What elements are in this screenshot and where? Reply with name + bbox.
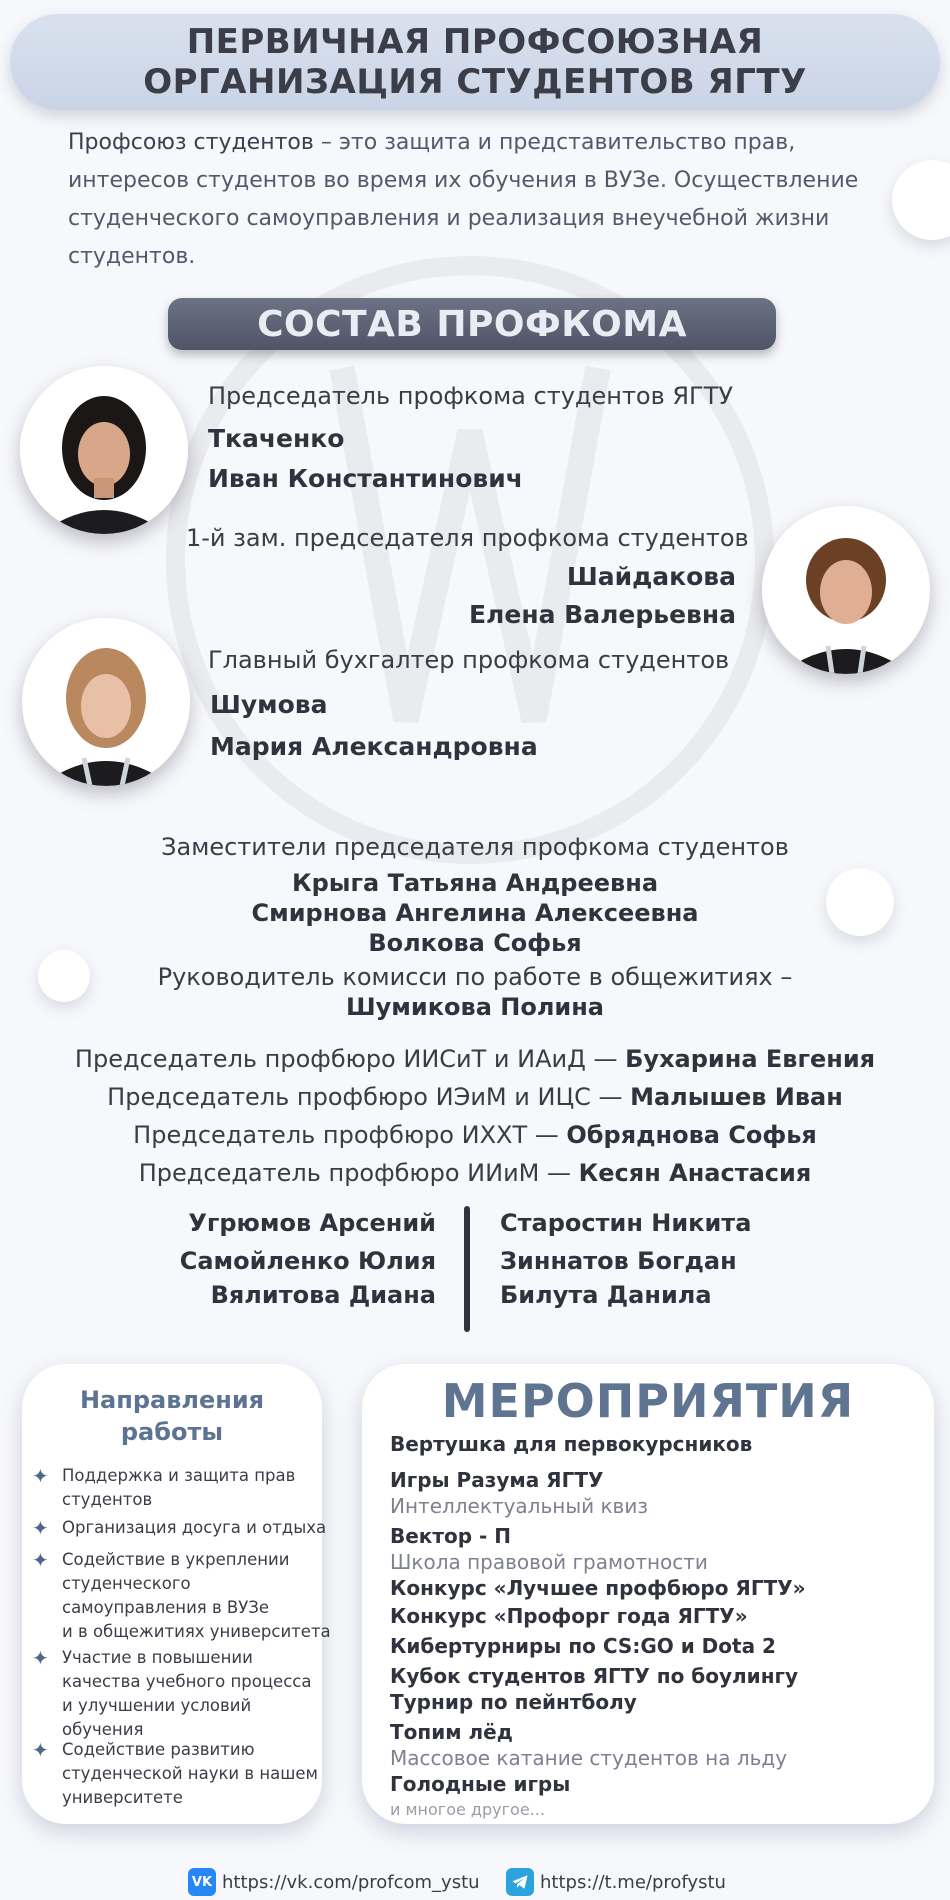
events-title: МЕРОПРИЯТИЯ xyxy=(441,1374,855,1428)
direction-line: самоуправления в ВУЗе xyxy=(62,1598,270,1617)
chairman-role: Председатель профкома студентов ЯГТУ xyxy=(208,382,733,410)
event-item: Кибертурниры по CS:GO и Dota 2 xyxy=(390,1634,776,1658)
event-item: Кубок студентов ЯГТУ по боулингу xyxy=(390,1664,798,1688)
event-item: Топим лёд xyxy=(390,1720,513,1744)
avatar-chief-accountant xyxy=(22,618,190,786)
bureau-role: Председатель профбюро ИИиМ — xyxy=(138,1159,579,1187)
event-item: Конкурс «Профорг года ЯГТУ» xyxy=(390,1604,748,1628)
bureau-chair-name: Кесян Анастасия xyxy=(578,1159,812,1187)
star-bullet-icon: ✦ xyxy=(32,1464,49,1488)
avatar-first-deputy xyxy=(762,506,930,674)
bureau-chair-name: Обряднова Софья xyxy=(566,1121,817,1149)
title-line-2: ОРГАНИЗАЦИЯ СТУДЕНТОВ ЯГТУ xyxy=(143,62,807,102)
direction-line: университете xyxy=(62,1788,183,1807)
member-name: Самойленко Юлия xyxy=(179,1247,436,1275)
direction-line: студенческой науки в нашем xyxy=(62,1764,318,1783)
chairman-surname: Ткаченко xyxy=(208,424,345,453)
first-deputy-role: 1-й зам. председателя профкома студентов xyxy=(186,524,749,552)
member-name: Билута Данила xyxy=(500,1281,712,1309)
section-title-text: СОСТАВ ПРОФКОМА xyxy=(257,303,687,345)
chief-accountant-surname: Шумова xyxy=(210,690,328,719)
member-name: Вялитова Диана xyxy=(210,1281,436,1309)
deputy-name: Крыга Татьяна Андреевна xyxy=(291,869,659,897)
bureau-chair-name: Бухарина Евгения xyxy=(625,1045,876,1073)
members-left-column xyxy=(130,1206,436,1312)
footer-telegram-link[interactable] xyxy=(506,1868,726,1896)
event-more: и многое другое... xyxy=(390,1800,545,1819)
title-line-1: ПЕРВИЧНАЯ ПРОФСОЮЗНАЯ xyxy=(186,22,764,62)
direction-line: Поддержка и защита прав xyxy=(62,1466,296,1485)
direction-line: Участие в повышении xyxy=(62,1648,253,1667)
deputy-name: Волкова Софья xyxy=(368,929,582,957)
event-note: Школа правовой грамотности xyxy=(390,1550,708,1574)
event-item: Голодные игры xyxy=(390,1772,571,1796)
footer-vk-link[interactable] xyxy=(188,1868,480,1896)
star-bullet-icon: ✦ xyxy=(32,1738,49,1762)
star-bullet-icon: ✦ xyxy=(32,1548,49,1572)
member-name: Зиннатов Богдан xyxy=(500,1247,737,1275)
events-card xyxy=(362,1364,934,1824)
member-name: Старостин Никита xyxy=(500,1209,752,1237)
first-deputy-given-name: Елена Валерьевна xyxy=(468,600,736,629)
columns-divider xyxy=(464,1206,470,1332)
directions-title-line-1: Направления xyxy=(79,1386,265,1414)
direction-line: Содействие в укреплении xyxy=(62,1550,290,1569)
page-title xyxy=(10,14,940,110)
direction-item xyxy=(32,1464,332,1512)
bureau-role: Председатель профбюро ИЭиМ и ИЦС — xyxy=(107,1083,631,1111)
vk-url[interactable]: https://vk.com/profcom_ystu xyxy=(222,1871,480,1893)
event-item: Конкурс «Лучшее профбюро ЯГТУ» xyxy=(390,1576,806,1600)
chief-accountant-given-name: Мария Александровна xyxy=(210,732,538,761)
dorm-head-role: Руководитель комисси по работе в общежитиях – xyxy=(157,963,793,991)
direction-line: студенческого xyxy=(62,1574,191,1593)
bureau-role: Председатель профбюро ИИСиТ и ИАиД — xyxy=(74,1045,626,1073)
directions-title-line-2: работы xyxy=(120,1418,224,1446)
bureau-role: Председатель профбюро ИХХТ — xyxy=(133,1121,567,1149)
telegram-icon xyxy=(506,1868,534,1896)
direction-line: Организация досуга и отдыха xyxy=(62,1518,327,1537)
bureau-chair-name: Малышев Иван xyxy=(630,1083,843,1111)
event-note: Интеллектуальный квиз xyxy=(390,1494,648,1518)
deputy-name: Смирнова Ангелина Алексеевна xyxy=(251,899,699,927)
telegram-url[interactable]: https://t.me/profystu xyxy=(540,1871,726,1893)
star-bullet-icon: ✦ xyxy=(32,1516,49,1540)
avatar-chairman xyxy=(20,366,188,534)
deputies-block xyxy=(0,832,950,1022)
star-bullet-icon: ✦ xyxy=(32,1646,49,1670)
bureau-row xyxy=(0,1040,950,1078)
members-right-column xyxy=(500,1206,830,1312)
direction-line: качества учебного процесса xyxy=(62,1672,312,1691)
direction-item xyxy=(32,1646,332,1742)
direction-item xyxy=(32,1548,332,1644)
direction-line: и улучшении условий xyxy=(62,1696,252,1715)
deputies-title: Заместители председателя профкома студентов xyxy=(161,833,789,861)
direction-item xyxy=(32,1738,332,1810)
direction-line: обучения xyxy=(62,1720,144,1739)
vk-icon: VK xyxy=(188,1868,216,1896)
bureau-row xyxy=(0,1116,950,1154)
member-name: Угрюмов Арсений xyxy=(188,1209,436,1237)
bureau-chairs xyxy=(0,1040,950,1192)
event-item: Вертушка для первокурсников xyxy=(390,1432,753,1456)
section-title xyxy=(168,298,776,350)
direction-item xyxy=(32,1516,332,1540)
direction-line: и в общежитиях университета xyxy=(62,1622,331,1641)
bureau-row xyxy=(0,1154,950,1192)
bureau-row xyxy=(0,1078,950,1116)
event-item: Игры Разума ЯГТУ xyxy=(390,1468,604,1492)
event-item: Вектор - П xyxy=(390,1524,511,1548)
event-note: Массовое катание студентов на льду xyxy=(390,1746,788,1770)
event-item: Турнир по пейнтболу xyxy=(390,1690,637,1714)
first-deputy-surname: Шайдакова xyxy=(566,562,736,591)
decor-circle xyxy=(892,160,950,240)
direction-line: Содействие развитию xyxy=(62,1740,255,1759)
intro-lead: Профсоюз студентов xyxy=(68,130,314,155)
intro-body: – это защита и представительство прав, интересов студентов во время их обучения в ВУЗе. Осуществление студенческого самоуправления и реализация внеучебной жизни студентов. xyxy=(68,130,859,269)
direction-line: студентов xyxy=(62,1490,153,1509)
chairman-given-name: Иван Константинович xyxy=(208,464,523,493)
intro-text xyxy=(68,124,888,276)
dorm-head-name: Шумикова Полина xyxy=(346,993,604,1021)
chief-accountant-role: Главный бухгалтер профкома студентов xyxy=(208,646,730,674)
directions-card xyxy=(22,1364,331,1824)
